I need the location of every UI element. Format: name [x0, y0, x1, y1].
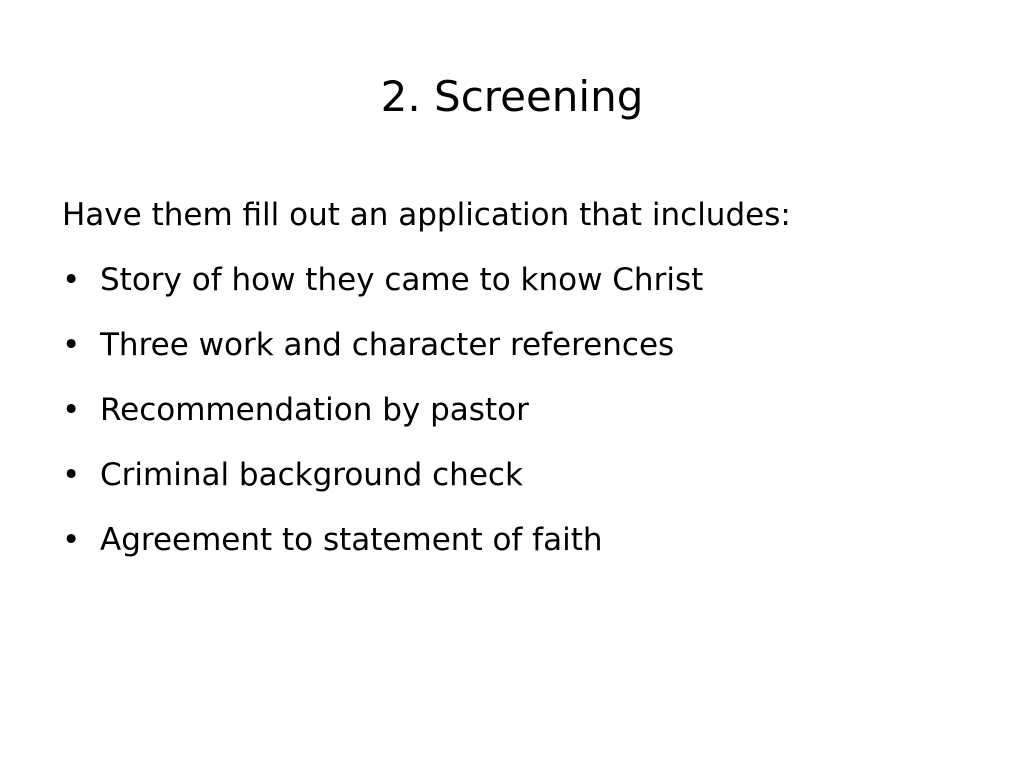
bullet-item — [62, 318, 982, 372]
bullet-icon: • — [62, 327, 81, 363]
bullet-item — [62, 383, 982, 437]
bullet-text: Story of how they came to know Christ — [100, 262, 704, 298]
bullet-text: Three work and character references — [100, 327, 675, 363]
bullet-icon: • — [62, 522, 81, 558]
bullet-item — [62, 513, 982, 567]
bullet-icon: • — [62, 262, 81, 298]
bullet-icon: • — [62, 457, 81, 493]
bullet-list — [62, 253, 982, 567]
bullet-text: Criminal background check — [100, 457, 523, 493]
bullet-icon: • — [62, 392, 81, 428]
bullet-text: Agreement to statement of faith — [100, 522, 603, 558]
slide-title: 2. Screening — [380, 72, 644, 121]
bullet-item — [62, 253, 982, 307]
intro-text: Have them fill out an application that includes: — [62, 197, 791, 233]
bullet-text: Recommendation by pastor — [100, 392, 529, 428]
bullet-item — [62, 448, 982, 502]
slide-body — [62, 188, 982, 567]
